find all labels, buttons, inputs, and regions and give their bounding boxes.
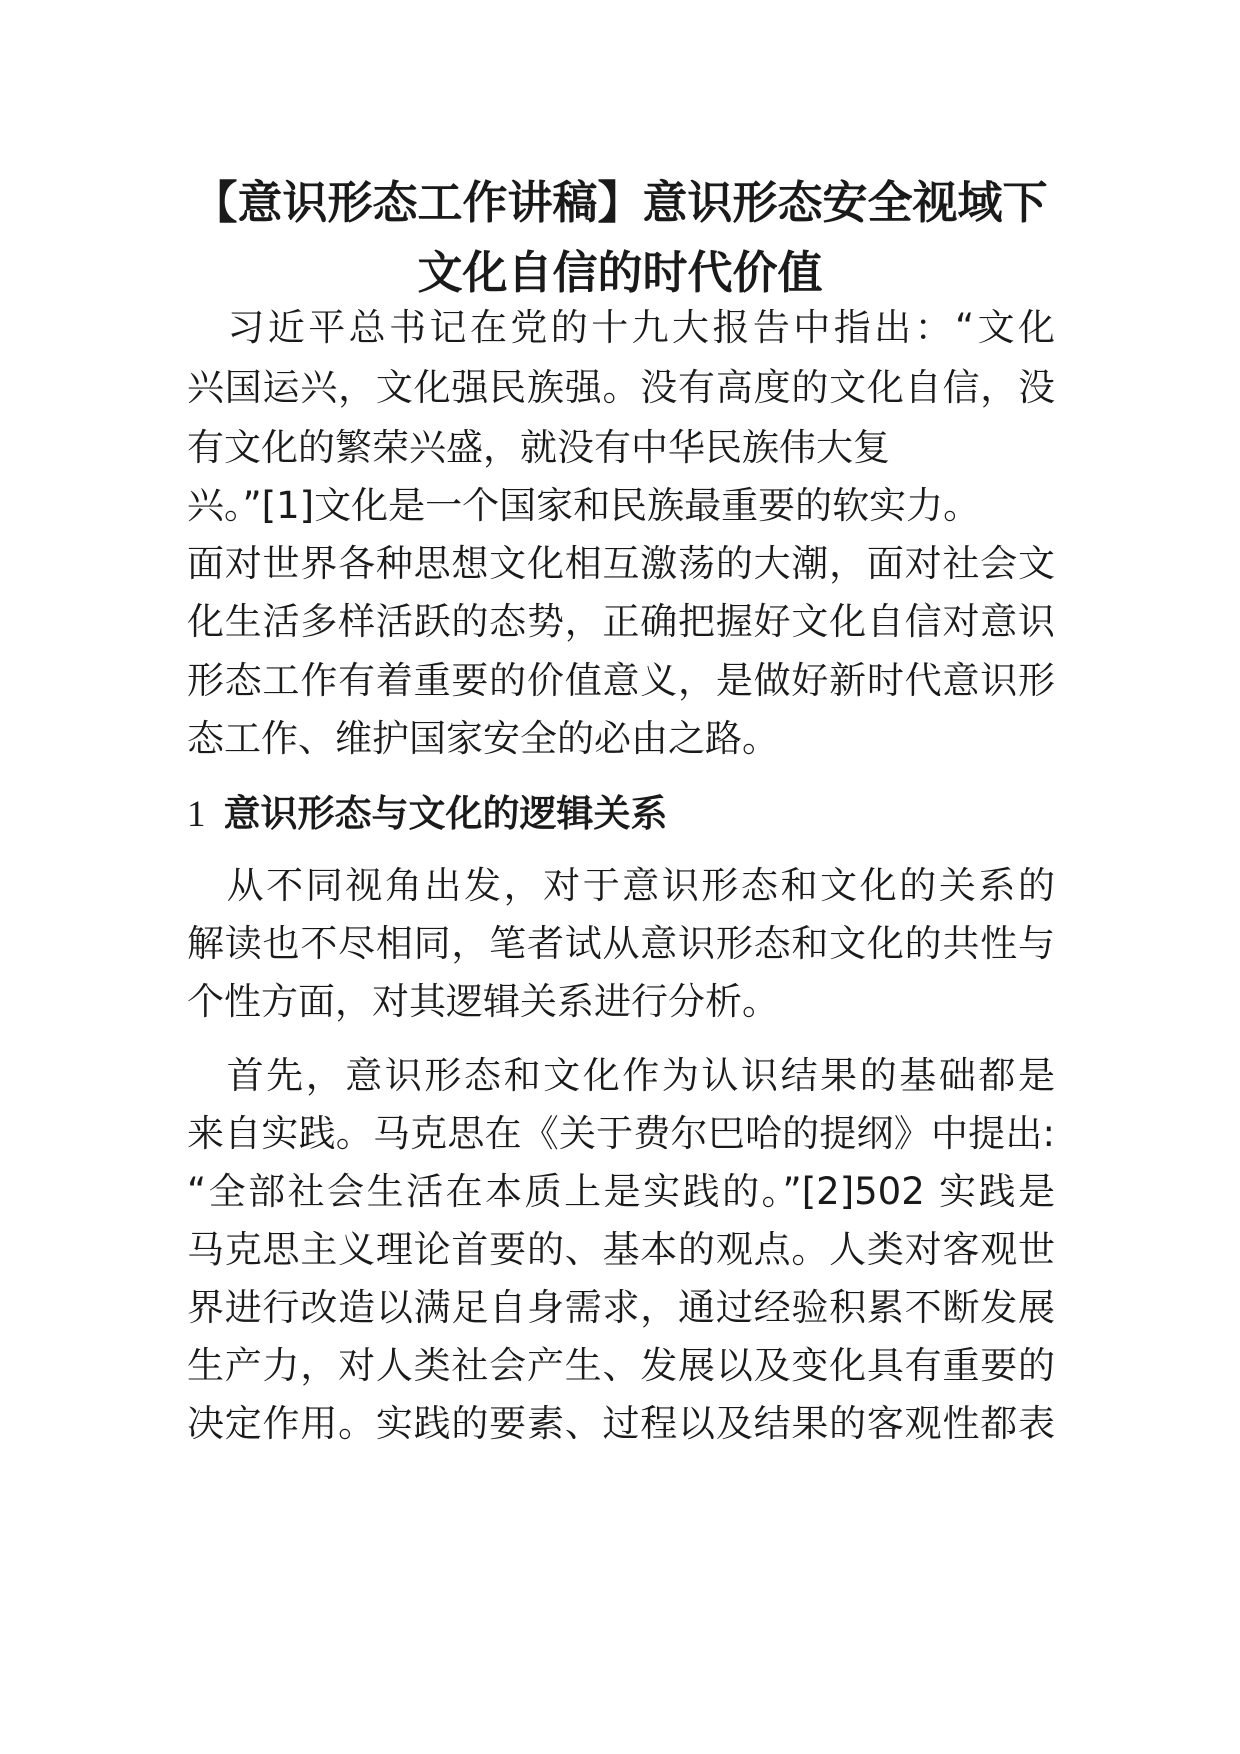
text-line: 生产力，对人类社会产生、发展以及变化具有重要的 <box>187 1344 1055 1387</box>
text-line: 态工作、维护国家安全的必由之路。 <box>187 717 779 760</box>
text-line: 兴。”[1]文化是一个国家和民族最重要的软实力。 <box>187 484 981 527</box>
text-line: 决定作用。实践的要素、过程以及结果的客观性都表 <box>187 1402 1055 1445</box>
text-line: 形态工作有着重要的价值意义，是做好新时代意识形 <box>187 659 1055 702</box>
text-line: “全部社会生活在本质上是实践的。”[2]502 实践是 <box>187 1170 1055 1213</box>
text-line: 马克思主义理论首要的、基本的观点。人类对客观世 <box>187 1228 1055 1271</box>
text-line: 兴国运兴，文化强民族强。没有高度的文化自信，没 <box>187 366 1055 409</box>
section-number: 1 <box>187 794 206 835</box>
title-line-1: 【意识形态工作讲稿】意识形态安全视域下 <box>192 176 1048 229</box>
text-line: 首先，意识形态和文化作为认识结果的基础都是 <box>187 1054 1055 1097</box>
text-line: 界进行改造以满足自身需求，通过经验积累不断发展 <box>187 1286 1055 1329</box>
section-heading <box>187 790 1055 839</box>
text-line: 个性方面，对其逻辑关系进行分析。 <box>187 980 779 1023</box>
text-line: 习近平总书记在党的十九大报告中指出：“文化 <box>187 306 1055 349</box>
section-title: 意识形态与文化的逻辑关系 <box>223 792 668 835</box>
text-line: 来自实践。马克思在《关于费尔巴哈的提纲》中提出: <box>187 1112 1055 1155</box>
text-line: 化生活多样活跃的态势，正确把握好文化自信对意识 <box>187 600 1055 643</box>
text-line: 面对世界各种思想文化相互激荡的大潮，面对社会文 <box>187 542 1055 585</box>
text-line: 从不同视角出发，对于意识形态和文化的关系的 <box>187 864 1055 907</box>
title-line-2: 文化自信的时代价值 <box>417 246 823 299</box>
text-line: 解读也不尽相同，笔者试从意识形态和文化的共性与 <box>187 922 1055 965</box>
document-title <box>140 168 1100 308</box>
text-line: 有文化的繁荣兴盛，就没有中华民族伟大复 <box>187 426 890 469</box>
